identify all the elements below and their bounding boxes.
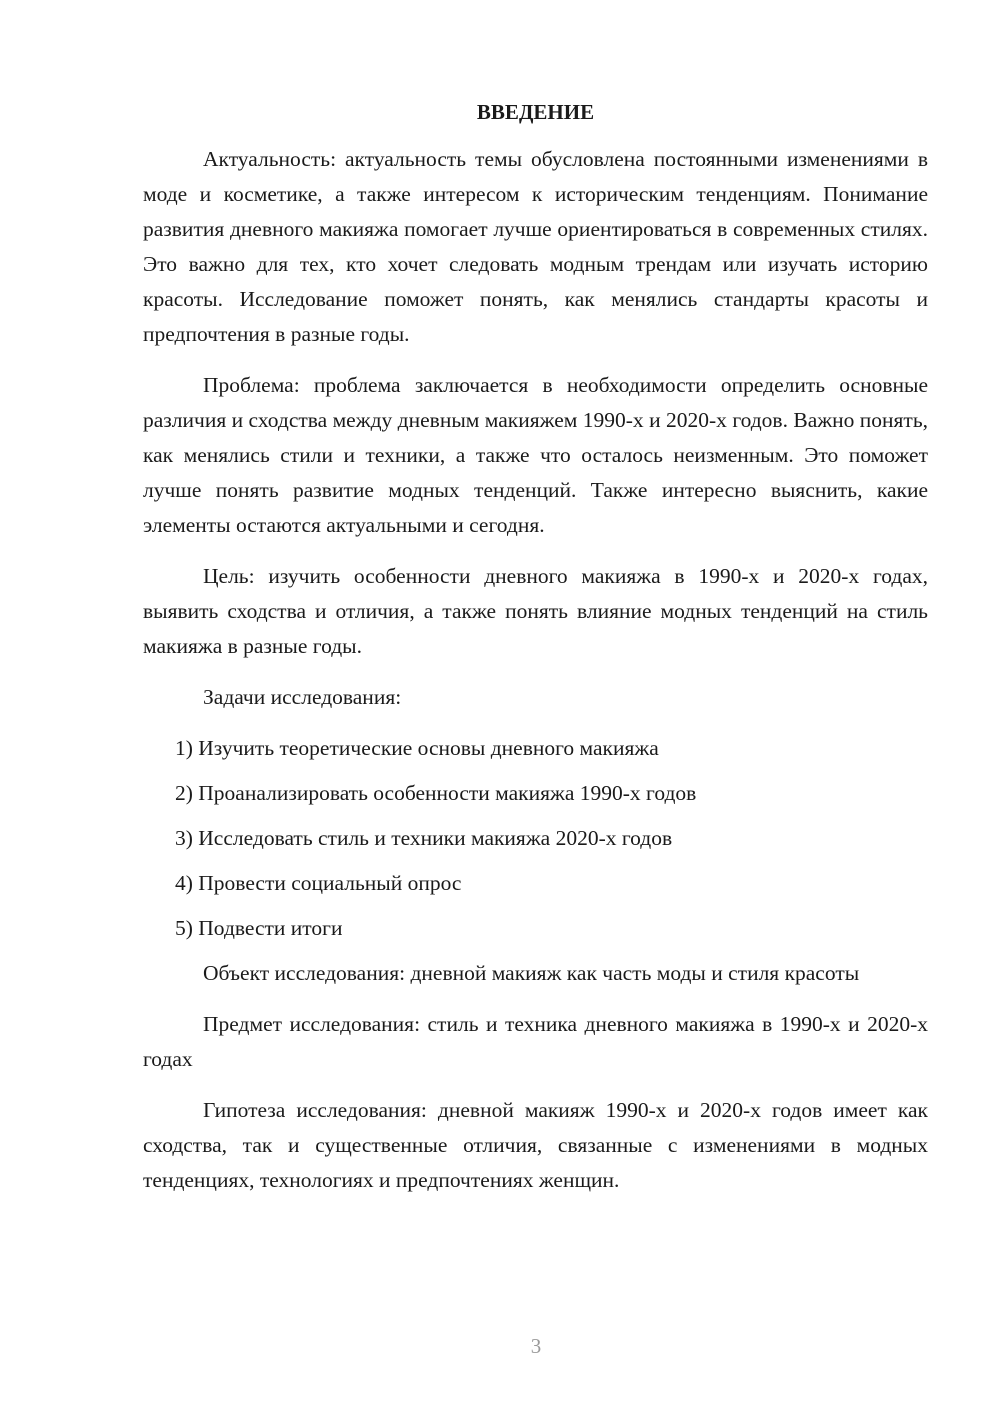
task-item-2: 2) Проанализировать особенности макияжа 1990-х годов: [175, 781, 697, 805]
page-title: ВВЕДЕНИЕ: [476, 100, 595, 124]
task-item-5: 5) Подвести итоги: [175, 916, 343, 940]
document-page: [143, 95, 928, 1214]
subject-paragraph: Предмет исследования: стиль и техника дневного макияжа в 1990-х и 2020-х годах: [143, 1012, 928, 1071]
tasks-list: [143, 731, 928, 946]
hypothesis-paragraph: Гипотеза исследования: дневной макияж 1990-х и 2020-х годов имеет как сходства, так и существенные отличия, связанные с изменениями в модных тенденциях, технологиях и предпочтениях женщин.: [143, 1098, 928, 1192]
goal-paragraph: Цель: изучить особенности дневного макияжа в 1990-х и 2020-х годах, выявить сходства и отличия, а также понять влияние модных тенденций на стиль макияжа в разные годы.: [143, 564, 928, 658]
page-number: 3: [530, 1334, 542, 1358]
task-item-1: 1) Изучить теоретические основы дневного макияжа: [175, 736, 659, 760]
task-item-3: 3) Исследовать стиль и техники макияжа 2020-х годов: [175, 826, 673, 850]
problem-paragraph: Проблема: проблема заключается в необходимости определить основные различия и сходства между дневным макияжем 1990-х и 2020-х годов. Важно понять, как менялись стили и техники, а также что осталось неизменным. Это поможет лучше понять развитие модных тенденций. Также интересно выяснить, какие элементы остаются актуальными и сегодня.: [143, 373, 928, 537]
object-paragraph: Объект исследования: дневной макияж как часть моды и стиля красоты: [203, 961, 860, 985]
task-item-4: 4) Провести социальный опрос: [175, 871, 462, 895]
tasks-heading: Задачи исследования:: [203, 685, 402, 709]
relevance-paragraph: Актуальность: актуальность темы обусловлена постоянными изменениями в моде и косметике, а также интересом к историческим тенденциям. Понимание развития дневного макияжа помогает лучше ориентироваться в современных стилях. Это важно для тех, кто хочет следовать модным трендам или изучать историю красоты. Исследование поможет понять, как менялись стандарты красоты и предпочтения в разные годы.: [143, 147, 928, 346]
